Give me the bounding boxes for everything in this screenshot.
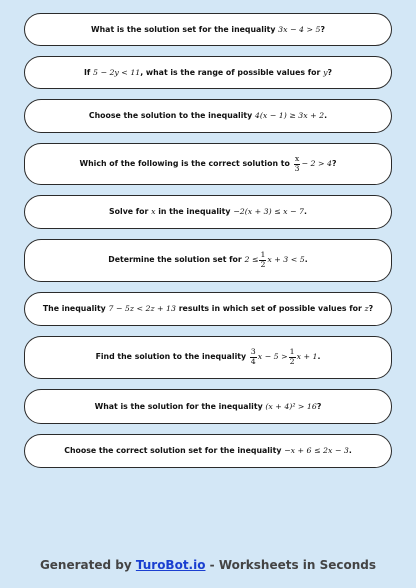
question-card-2 <box>24 56 392 89</box>
fraction: $\frac{1}{2}$ <box>260 250 266 269</box>
question-text: What is the solution set for the inequality 3x − 4 > 5? <box>91 24 325 34</box>
question-text: Find the solution to the inequality $\frac{3}{4}$ x − 5 > $\frac{1}{2}$ x + 1. <box>95 347 321 366</box>
question-text: What is the solution for the inequality (x + 4)² > 16? <box>94 401 322 411</box>
question-card-4 <box>24 143 392 185</box>
question-card-9 <box>24 389 392 424</box>
question-card-5 <box>24 195 392 229</box>
question-card-1 <box>24 13 392 46</box>
footer: Generated by TuroBot.io - Worksheets in Seconds <box>39 558 377 572</box>
question-card-7 <box>24 292 392 326</box>
turobot-link[interactable]: TuroBot.io <box>135 558 206 572</box>
question-text: Determine the solution set for 2 ≤ $\frac{1}{2}$ x + 3 < 5. <box>108 250 308 269</box>
question-text: If 5 − 2y < 11, what is the range of possible values for y? <box>84 67 332 77</box>
question-text: Solve for x in the inequality −2(x + 3) ≤ x − 7. <box>109 207 307 217</box>
fraction: $\frac{x}{3}$ <box>294 153 300 173</box>
question-text: Choose the solution to the inequality 4(x − 1) ≥ 3x + 2. <box>88 111 328 121</box>
question-card-10 <box>24 434 392 468</box>
question-text: Choose the correct solution set for the inequality −x + 6 ≤ 2x − 3. <box>64 446 352 456</box>
fraction: $\frac{1}{2}$ <box>289 347 295 366</box>
question-text: The inequality 7 − 5z < 2z + 13 results in which set of possible values for z? <box>42 304 374 314</box>
fraction: $\frac{3}{4}$ <box>250 347 256 366</box>
question-card-6 <box>24 239 392 282</box>
question-card-3 <box>24 99 392 133</box>
question-text: Which of the following is the correct solution to $\frac{x}{3}$ − 2 > 4? <box>79 153 337 173</box>
question-card-8 <box>24 336 392 379</box>
